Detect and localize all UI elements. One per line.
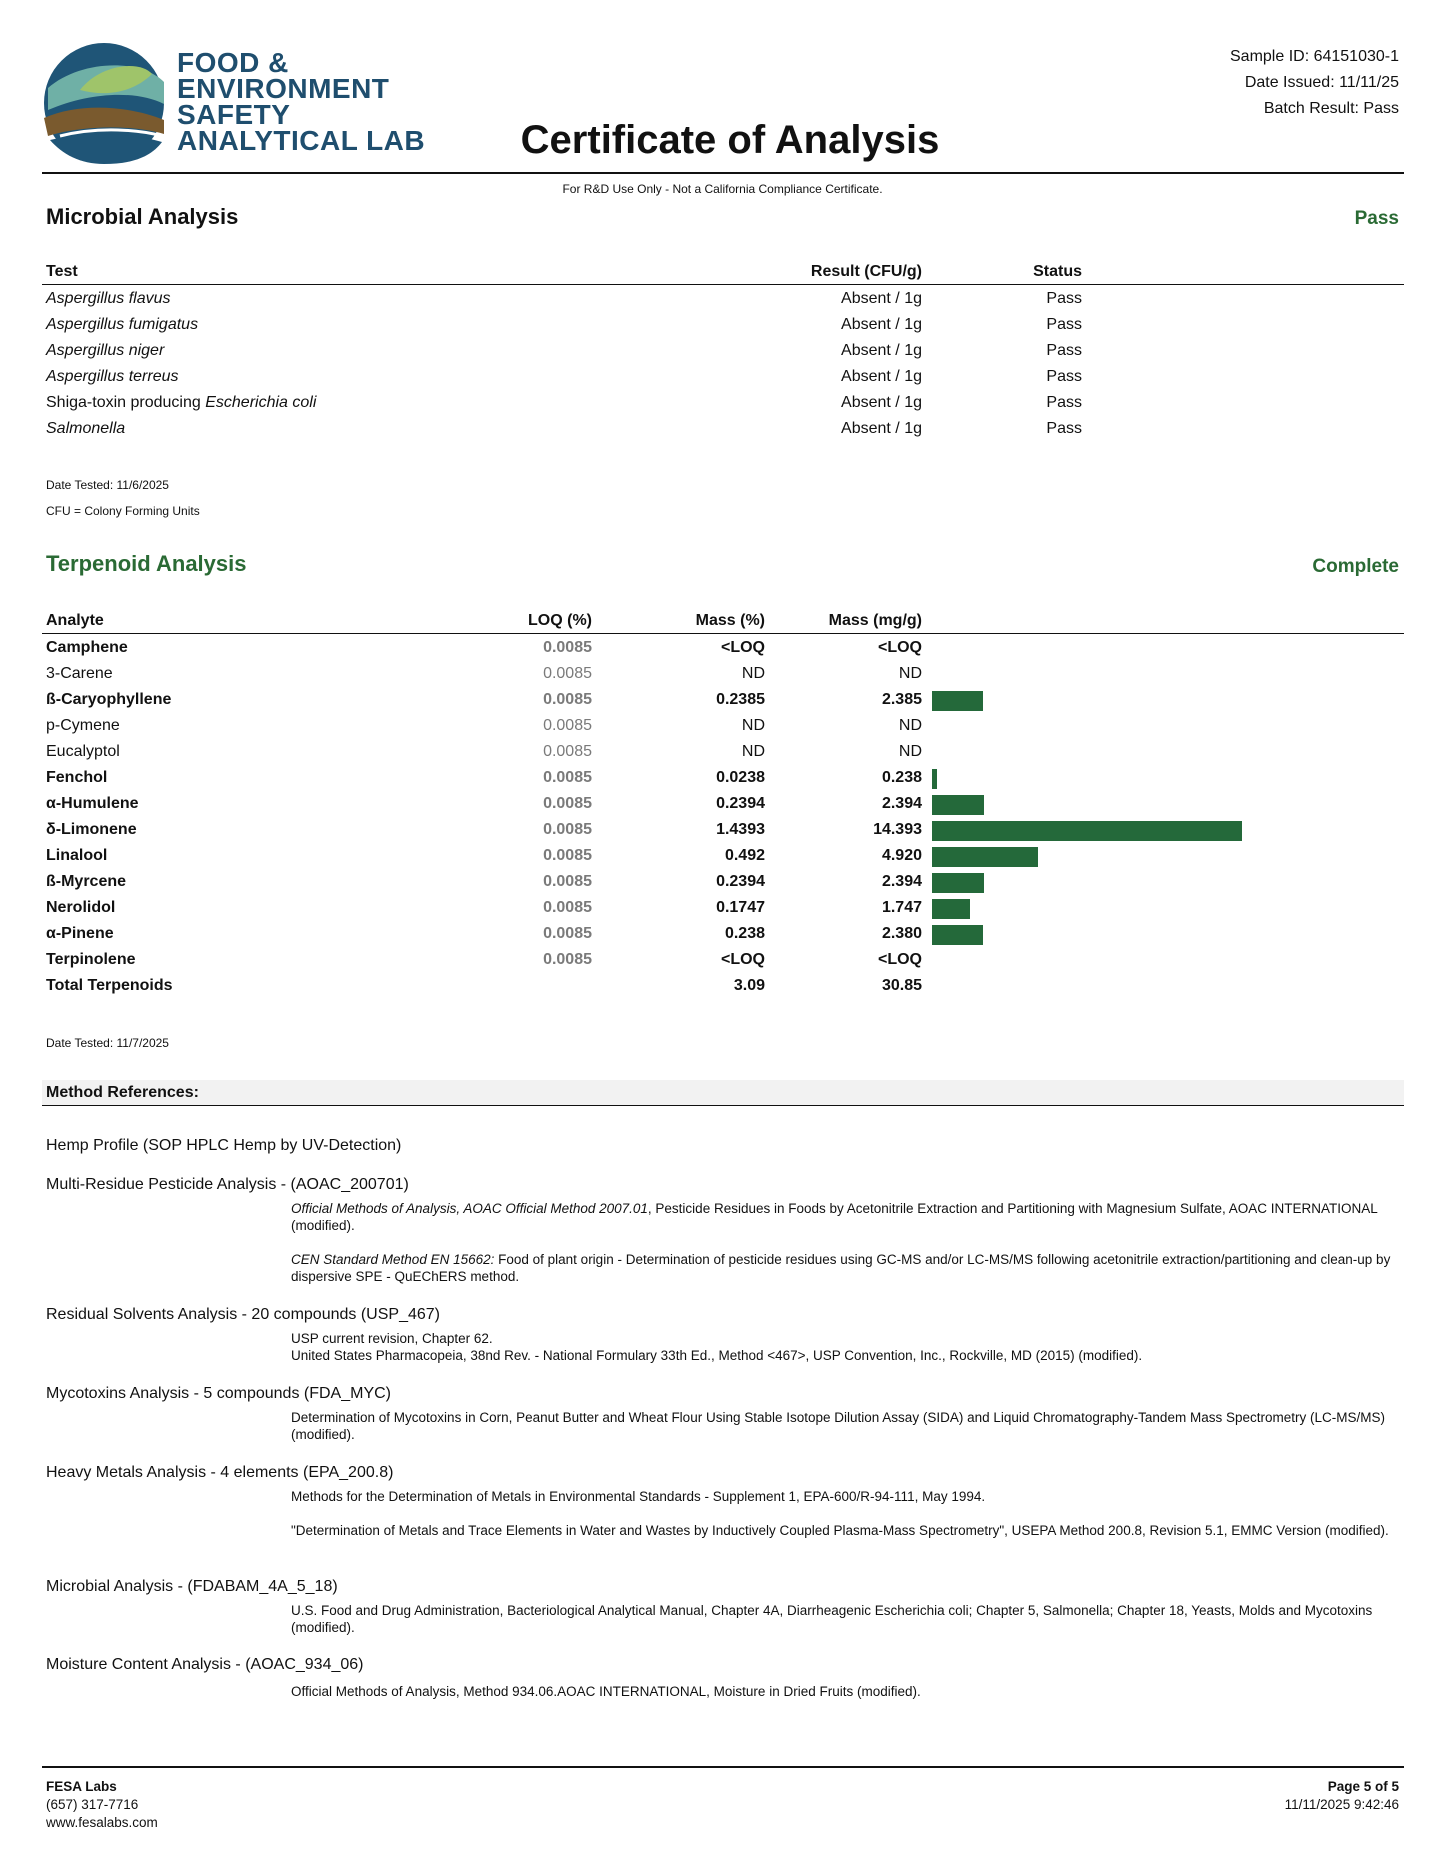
mass-percent-value: <LOQ bbox=[720, 951, 765, 968]
mass-mg-value: 2.394 bbox=[881, 873, 922, 890]
mass-mg-value: <LOQ bbox=[877, 951, 922, 968]
analyte-name: ß-Caryophyllene bbox=[46, 691, 172, 708]
date-issued: Date Issued: 11/11/25 bbox=[1244, 74, 1399, 91]
method-description: USP current revision, Chapter 62. bbox=[291, 1331, 493, 1346]
mass-mg-value: ND bbox=[898, 665, 922, 682]
mass-percent-value: 0.1747 bbox=[716, 899, 765, 916]
company-name: FESA Labs bbox=[46, 1779, 117, 1794]
mass-bar bbox=[932, 769, 937, 789]
test-status: Pass bbox=[1046, 342, 1082, 359]
method-title: Hemp Profile (SOP HPLC Hemp by UV-Detection) bbox=[46, 1137, 402, 1154]
mass-bar bbox=[932, 821, 1242, 841]
test-result: Absent / 1g bbox=[841, 342, 922, 359]
mass-mg-value: 2.394 bbox=[881, 795, 922, 812]
analyte-name: p-Cymene bbox=[46, 717, 120, 734]
analyte-name: ß-Myrcene bbox=[46, 873, 127, 890]
test-status: Pass bbox=[1046, 316, 1082, 333]
table-row bbox=[0, 661, 1445, 687]
analyte-name: 3-Carene bbox=[46, 665, 113, 682]
mass-mg-value: ND bbox=[898, 717, 922, 734]
method-description: Official Methods of Analysis, AOAC Official Method 2007.01, Pesticide Residues in Foods by Acetonitrile Extraction and Partitioning with Magnesium Sulfate, AOAC INTERNATIONAL (modified). bbox=[291, 1201, 1378, 1233]
logo-line: SAFETY bbox=[177, 99, 291, 130]
mass-bar bbox=[932, 899, 970, 919]
loq-value: 0.0085 bbox=[543, 717, 592, 734]
test-result: Absent / 1g bbox=[841, 368, 922, 385]
terpenoid-col-loq: LOQ (%) bbox=[528, 612, 592, 629]
mass-mg-value: <LOQ bbox=[877, 639, 922, 656]
test-name: Aspergillus flavus bbox=[46, 290, 171, 307]
test-name: Shiga-toxin producing Escherichia coli bbox=[46, 394, 317, 411]
terpenoid-col-analyte: Analyte bbox=[46, 612, 104, 629]
cfu-note: CFU = Colony Forming Units bbox=[46, 504, 200, 518]
test-name: Salmonella bbox=[46, 420, 126, 437]
table-row bbox=[0, 390, 1445, 416]
microbial-table-body bbox=[0, 286, 1445, 442]
footer-right bbox=[1285, 1778, 1399, 1814]
table-row bbox=[0, 687, 1445, 713]
analyte-name: Fenchol bbox=[46, 769, 108, 786]
total-label: Total Terpenoids bbox=[46, 977, 173, 994]
method-title: Residual Solvents Analysis - 20 compounds (USP_467) bbox=[46, 1306, 440, 1323]
method-description: Methods for the Determination of Metals in Environmental Standards - Supplement 1, EPA-600/R-94-111, May 1994. bbox=[291, 1489, 986, 1504]
table-row bbox=[0, 713, 1445, 739]
print-timestamp: 11/11/2025 9:42:46 bbox=[1284, 1797, 1399, 1812]
terpenoid-date-tested: Date Tested: 11/7/2025 bbox=[46, 1036, 169, 1050]
method-title: Heavy Metals Analysis - 4 elements (EPA_200.8) bbox=[46, 1464, 394, 1481]
loq-value: 0.0085 bbox=[543, 743, 592, 760]
footer-divider bbox=[42, 1766, 1404, 1768]
test-name: Aspergillus niger bbox=[46, 342, 165, 359]
analyte-name: Terpinolene bbox=[46, 951, 136, 968]
table-row bbox=[0, 947, 1445, 973]
loq-value: 0.0085 bbox=[543, 821, 592, 838]
test-status: Pass bbox=[1046, 394, 1082, 411]
terpenoid-header-rule bbox=[42, 633, 1404, 634]
mass-percent-value: 1.4393 bbox=[716, 821, 765, 838]
test-name: Aspergillus terreus bbox=[46, 368, 179, 385]
terpenoid-status: Complete bbox=[1312, 556, 1399, 577]
table-row bbox=[0, 416, 1445, 442]
analyte-name: Camphene bbox=[46, 639, 128, 656]
mass-percent-value: <LOQ bbox=[720, 639, 765, 656]
mass-bar bbox=[932, 795, 984, 815]
method-title: Moisture Content Analysis - (AOAC_934_06) bbox=[46, 1656, 364, 1673]
loq-value: 0.0085 bbox=[543, 925, 592, 942]
loq-value: 0.0085 bbox=[543, 873, 592, 890]
mass-bar bbox=[932, 691, 983, 711]
terpenoid-table-body bbox=[0, 635, 1445, 999]
test-status: Pass bbox=[1046, 290, 1082, 307]
mass-percent-value: 0.0238 bbox=[716, 769, 765, 786]
disclaimer: For R&D Use Only - Not a California Compliance Certificate. bbox=[562, 182, 883, 196]
method-title: Mycotoxins Analysis - 5 compounds (FDA_MYC) bbox=[46, 1385, 391, 1402]
table-row bbox=[0, 312, 1445, 338]
document-title: Certificate of Analysis bbox=[520, 118, 940, 162]
loq-value: 0.0085 bbox=[543, 639, 592, 656]
loq-value: 0.0085 bbox=[543, 951, 592, 968]
test-result: Absent / 1g bbox=[841, 394, 922, 411]
logo-line: FOOD & bbox=[177, 47, 289, 78]
microbial-col-test: Test bbox=[46, 263, 78, 280]
loq-value: 0.0085 bbox=[543, 665, 592, 682]
table-row bbox=[0, 843, 1445, 869]
mass-bar bbox=[932, 847, 1038, 867]
mass-mg-value: ND bbox=[898, 743, 922, 760]
method-description: United States Pharmacopeia, 38nd Rev. - National Formulary 33th Ed., Method <467>, USP Convention, Inc., Rockville, MD (2015) (modified). bbox=[291, 1348, 1143, 1363]
analyte-name: α-Humulene bbox=[46, 795, 139, 812]
logo-line: ANALYTICAL LAB bbox=[177, 125, 426, 156]
method-references-title: Method References: bbox=[46, 1084, 199, 1101]
header-meta bbox=[1230, 44, 1399, 122]
mass-mg-value: 4.920 bbox=[881, 847, 922, 864]
method-references-header bbox=[42, 1080, 1404, 1106]
microbial-section-title: Microbial Analysis bbox=[46, 204, 239, 229]
method-title: Microbial Analysis - (FDABAM_4A_5_18) bbox=[46, 1578, 338, 1595]
mass-mg-value: 14.393 bbox=[873, 821, 922, 838]
analyte-name: δ-Limonene bbox=[46, 821, 137, 838]
table-row bbox=[0, 635, 1445, 661]
mass-percent-value: 0.2385 bbox=[716, 691, 765, 708]
test-result: Absent / 1g bbox=[841, 420, 922, 437]
terpenoid-col-mass-pct: Mass (%) bbox=[695, 612, 765, 629]
mass-percent-value: 0.492 bbox=[724, 847, 765, 864]
company-website[interactable]: www.fesalabs.com bbox=[46, 1815, 158, 1830]
mass-mg-value: 2.380 bbox=[881, 925, 922, 942]
mass-bar bbox=[932, 873, 984, 893]
mass-mg-value: 0.238 bbox=[881, 769, 922, 786]
analyte-name: Eucalyptol bbox=[46, 743, 120, 760]
analyte-name: α-Pinene bbox=[46, 925, 114, 942]
total-mass-mg: 30.85 bbox=[881, 977, 922, 994]
method-description: CEN Standard Method EN 15662: Food of plant origin - Determination of pesticide residues using GC-MS and/or LC-MS/MS following acetonitrile extraction/partitioning and clean-up by dispersive SPE - QuEChERS method. bbox=[291, 1252, 1391, 1284]
mass-mg-value: 2.385 bbox=[881, 691, 922, 708]
logo-line: ENVIRONMENT bbox=[177, 73, 390, 104]
test-status: Pass bbox=[1046, 368, 1082, 385]
table-row bbox=[0, 286, 1445, 312]
total-row bbox=[0, 973, 1445, 999]
total-mass-percent: 3.09 bbox=[733, 977, 765, 994]
page-number: Page 5 of 5 bbox=[1327, 1779, 1399, 1794]
table-row bbox=[0, 338, 1445, 364]
table-row bbox=[0, 364, 1445, 390]
table-row bbox=[0, 869, 1445, 895]
test-result: Absent / 1g bbox=[841, 316, 922, 333]
loq-value: 0.0085 bbox=[543, 847, 592, 864]
analyte-name: Nerolidol bbox=[46, 899, 116, 916]
table-row bbox=[0, 817, 1445, 843]
table-row bbox=[0, 791, 1445, 817]
loq-value: 0.0085 bbox=[543, 769, 592, 786]
terpenoid-col-mass-mg: Mass (mg/g) bbox=[828, 612, 922, 629]
microbial-col-result: Result (CFU/g) bbox=[810, 263, 922, 280]
method-title: Multi-Residue Pesticide Analysis - (AOAC_200701) bbox=[46, 1176, 409, 1193]
mass-mg-value: 1.747 bbox=[881, 899, 922, 916]
loq-value: 0.0085 bbox=[543, 899, 592, 916]
terpenoid-section-title: Terpenoid Analysis bbox=[46, 551, 247, 576]
analyte-name: Linalool bbox=[46, 847, 108, 864]
method-description: "Determination of Metals and Trace Elements in Water and Wastes by Inductively Coupled Plasma-Mass Spectrometry", USEPA Method 200.8, Revision 5.1, EMMC Version (modified). bbox=[291, 1523, 1389, 1538]
test-result: Absent / 1g bbox=[841, 290, 922, 307]
table-row bbox=[0, 895, 1445, 921]
sample-id: Sample ID: 64151030-1 bbox=[1230, 48, 1399, 65]
batch-result: Batch Result: Pass bbox=[1263, 100, 1399, 117]
microbial-col-status: Status bbox=[1033, 263, 1082, 280]
mass-percent-value: 0.2394 bbox=[716, 795, 765, 812]
method-description: U.S. Food and Drug Administration, Bacteriological Analytical Manual, Chapter 4A, Diarrheagenic Escherichia coli; Chapter 5, Salmonella; Chapter 18, Yeasts, Molds and Mycotoxins (modified). bbox=[291, 1603, 1373, 1635]
loq-value: 0.0085 bbox=[543, 795, 592, 812]
method-description: Official Methods of Analysis, Method 934.06.AOAC INTERNATIONAL, Moisture in Dried Fruits (modified). bbox=[291, 1684, 921, 1699]
test-name: Aspergillus fumigatus bbox=[46, 316, 199, 333]
mass-bar bbox=[932, 925, 983, 945]
microbial-header-rule bbox=[42, 284, 1404, 285]
company-phone: (657) 317-7716 bbox=[46, 1797, 139, 1812]
test-status: Pass bbox=[1046, 420, 1082, 437]
loq-value: 0.0085 bbox=[543, 691, 592, 708]
table-row bbox=[0, 765, 1445, 791]
mass-percent-value: ND bbox=[741, 743, 765, 760]
microbial-status: Pass bbox=[1354, 208, 1399, 229]
mass-percent-value: ND bbox=[741, 717, 765, 734]
table-row bbox=[0, 739, 1445, 765]
mass-percent-value: 0.2394 bbox=[716, 873, 765, 890]
microbial-date-tested: Date Tested: 11/6/2025 bbox=[46, 478, 169, 492]
footer-left bbox=[46, 1778, 158, 1832]
lab-logo-text bbox=[177, 47, 426, 156]
table-row bbox=[0, 921, 1445, 947]
header-divider bbox=[42, 172, 1404, 174]
method-description: Determination of Mycotoxins in Corn, Peanut Butter and Wheat Flour Using Stable Isotope Dilution Assay (SIDA) and Liquid Chromatography-Tandem Mass Spectrometry (LC-MS/MS) (modified). bbox=[291, 1410, 1385, 1442]
mass-percent-value: 0.238 bbox=[724, 925, 765, 942]
mass-percent-value: ND bbox=[741, 665, 765, 682]
